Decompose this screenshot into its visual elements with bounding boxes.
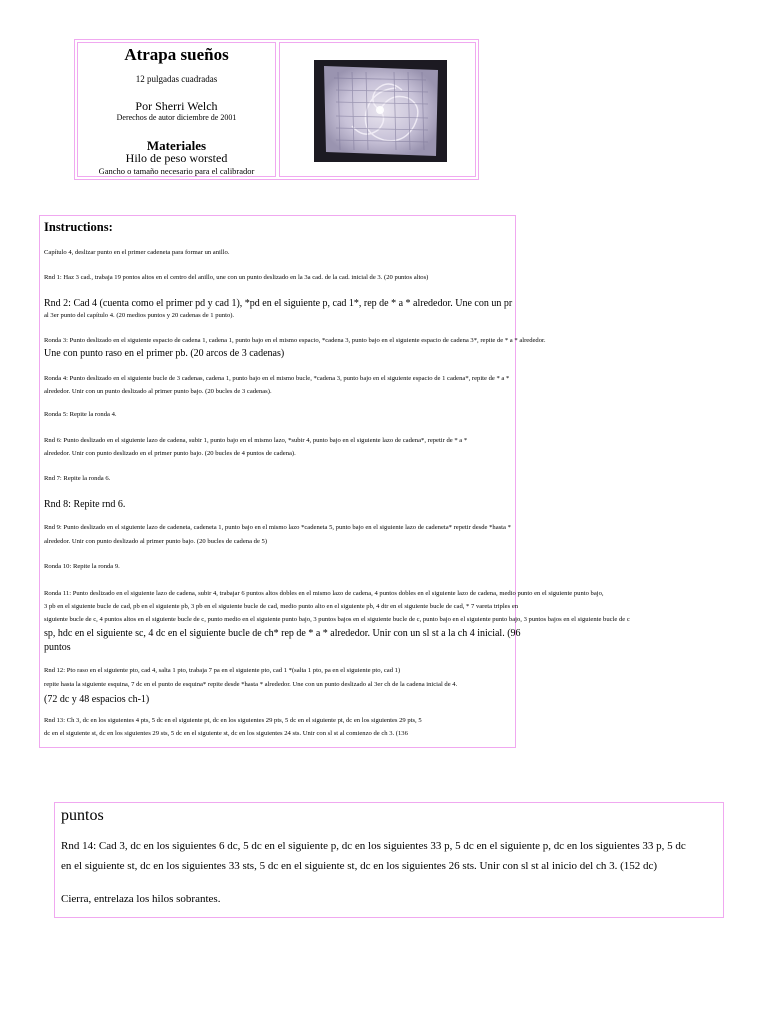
instruction-line: Rnd 6: Punto deslizado en el siguiente lazo de cadena, subir 1, punto bajo en el mismo lazo, *subir 4, punto bajo en el siguiente lazo de cadena*, repetir de * a * [44,437,468,444]
instruction-line: 3 pb en el siguiente bucle de cad, pb en el siguiente pb, 3 pb en el siguiente bucle de cad, medio punto alto en el siguiente pb, 4 dtr en el siguiente bucle de cad, * 7 vareta triples en [44,603,519,610]
instruction-line: Rnd 1: Haz 3 cad., trabaja 19 pontos altos en el centro del anillo, une con un punto deslizado en la 3a cad. de la cad. inicial de 3. (20 puntos altos) [44,274,429,281]
instruction-line: Rnd 8: Repite rnd 6. [44,499,126,510]
instruction-line: sp, hdc en el siguiente sc, 4 dc en el siguiente bucle de ch* rep de * a * alrededor. Unir con un sl st a la ch 4 inicial. (96 [44,628,521,639]
instruction-line: Ronda 11: Punto deslizado en el siguiente lazo de cadena, subir 4, trabajar 6 puntos altos dobles en el mismo lazo de cadena, 4 puntos dobles en el siguiente lazo de cadena, medio punto en el siguiente punto bajo, [44,590,604,597]
instruction-line: al 3er punto del capítulo 4. (20 medios puntos y 20 cadenas de 1 punto). [44,312,235,319]
pattern-author: Por Sherri Welch [135,99,218,113]
continuation-word: puntos [61,807,104,824]
instructions-box [39,215,630,748]
instruction-line: Ronda 4: Punto deslizado en el siguiente bucle de 3 cadenas, cadena 1, punto bajo en el mismo bucle, *cadena 3, punto bajo en el siguiente espacio de 1 cadena*, repite de * a * [44,375,510,382]
round-14-line-2: en el siguiente st, dc en los siguientes 33 sts, 5 dc en el siguiente st, dc en los siguientes 26 sts. Unir con sl st al inicio del ch 3. (152 dc) [61,860,658,872]
crochet-square-photo [314,60,447,162]
instructions-heading: Instructions: [44,220,113,234]
instruction-line: alrededor. Unir con punto deslizado al primer punto bajo. (20 bucles de cadena de 5) [44,538,268,545]
header-text-cell [77,42,276,177]
instruction-line: (72 dc y 48 espacios ch-1) [44,694,150,705]
instruction-line: Ronda 3: Punto deslizado en el siguiente espacio de cadena 1, cadena 1, punto bajo en el mismo espacio, *cadena 3, punto bajo en el siguiente espacio de cadena 3*, repite de * a * alrededor. [44,337,546,344]
pattern-size: 12 pulgadas cuadradas [135,74,218,84]
instruction-line: Ronda 5: Repite la ronda 4. [44,411,117,418]
instruction-line: Ronda 10: Repite la ronda 9. [44,563,120,570]
header-table [74,39,479,180]
instruction-line: Rnd 9: Punto deslizado en el siguiente lazo de cadeneta, cadeneta 1, punto bajo en el mismo lazo *cadeneta 5, punto bajo en el siguiente lazo de cadeneta* repetir desde *hasta * [44,524,511,531]
round-14-line-1: Rnd 14: Cad 3, dc en los siguientes 6 dc, 5 dc en el siguiente p, dc en los siguientes 33 p, 5 dc en el siguiente p, dc en los siguientes 33 p, 5 dc [61,840,686,852]
materials-heading: Materiales [146,138,207,153]
continuation-box [54,802,724,918]
instruction-line: siguiente bucle de c, 4 puntos altos en el siguiente bucle de c, punto medio en el siguiente punto bajo, 3 puntos bajos en el siguiente bucle de c, punto bajo en el siguiente punto bajo, 3 puntos bajos en el siguiente bucle de c [44,616,630,623]
instruction-line: alrededor. Unir con punto deslizado en el primer punto bajo. (20 bucles de 4 puntos de cadena). [44,450,296,457]
instruction-line: Une con punto raso en el primer pb. (20 arcos de 3 cadenas) [44,348,285,359]
instruction-line: Rnd 12: Pto raso en el siguiente pto, cad 4, salta 1 pto, trabaja 7 pa en el siguiente pto, cad 1 *(salta 1 pto, pa en el siguiente pto, cad 1) [44,667,401,674]
copyright-notice: Derechos de autor diciembre de 2001 [116,113,237,122]
instruction-line: alrededor. Unir con un punto deslizado al primer punto bajo. (20 bucles de 3 cadenas). [44,388,272,395]
instruction-line: Rnd 7: Repite la ronda 6. [44,475,111,482]
finishing-instruction: Cierra, entrelaza los hilos sobrantes. [61,893,221,905]
instruction-line: repite hasta la siguiente esquina, 7 dc en el punto de esquina* repite desde *hasta * alrededor. Une con un punto deslizado al 3er ch de la cadena inicial de 4. [44,681,458,688]
materials-hook: Gancho o tamaño necesario para el calibrador [98,166,255,176]
instruction-line: Capítulo 4, deslizar punto en el primer cadeneta para formar un anillo. [44,249,230,256]
instruction-line: Rnd 13: Ch 3, dc en los siguientes 4 pts, 5 dc en el siguiente pt, dc en los siguientes 29 pts, 5 dc en el siguiente pt, dc en los siguientes 29 pts, 5 [44,717,422,724]
pattern-title: Atrapa sueños [124,45,229,64]
materials-yarn: Hilo de peso worsted [125,151,228,165]
instruction-line: puntos [44,642,71,653]
instruction-line: Rnd 2: Cad 4 (cuenta como el primer pd y cad 1), *pd en el siguiente p, cad 1*, rep de * a * alrededor. Une con un pr [44,298,513,309]
crochet-square-image [314,60,447,162]
instruction-line: dc en el siguiente st, dc en los siguientes 29 sts, 5 dc en el siguiente st, dc en los siguientes 24 sts. Unir con sl st al comienzo de ch 3. (136 [44,730,408,737]
header-photo-cell [279,42,476,177]
